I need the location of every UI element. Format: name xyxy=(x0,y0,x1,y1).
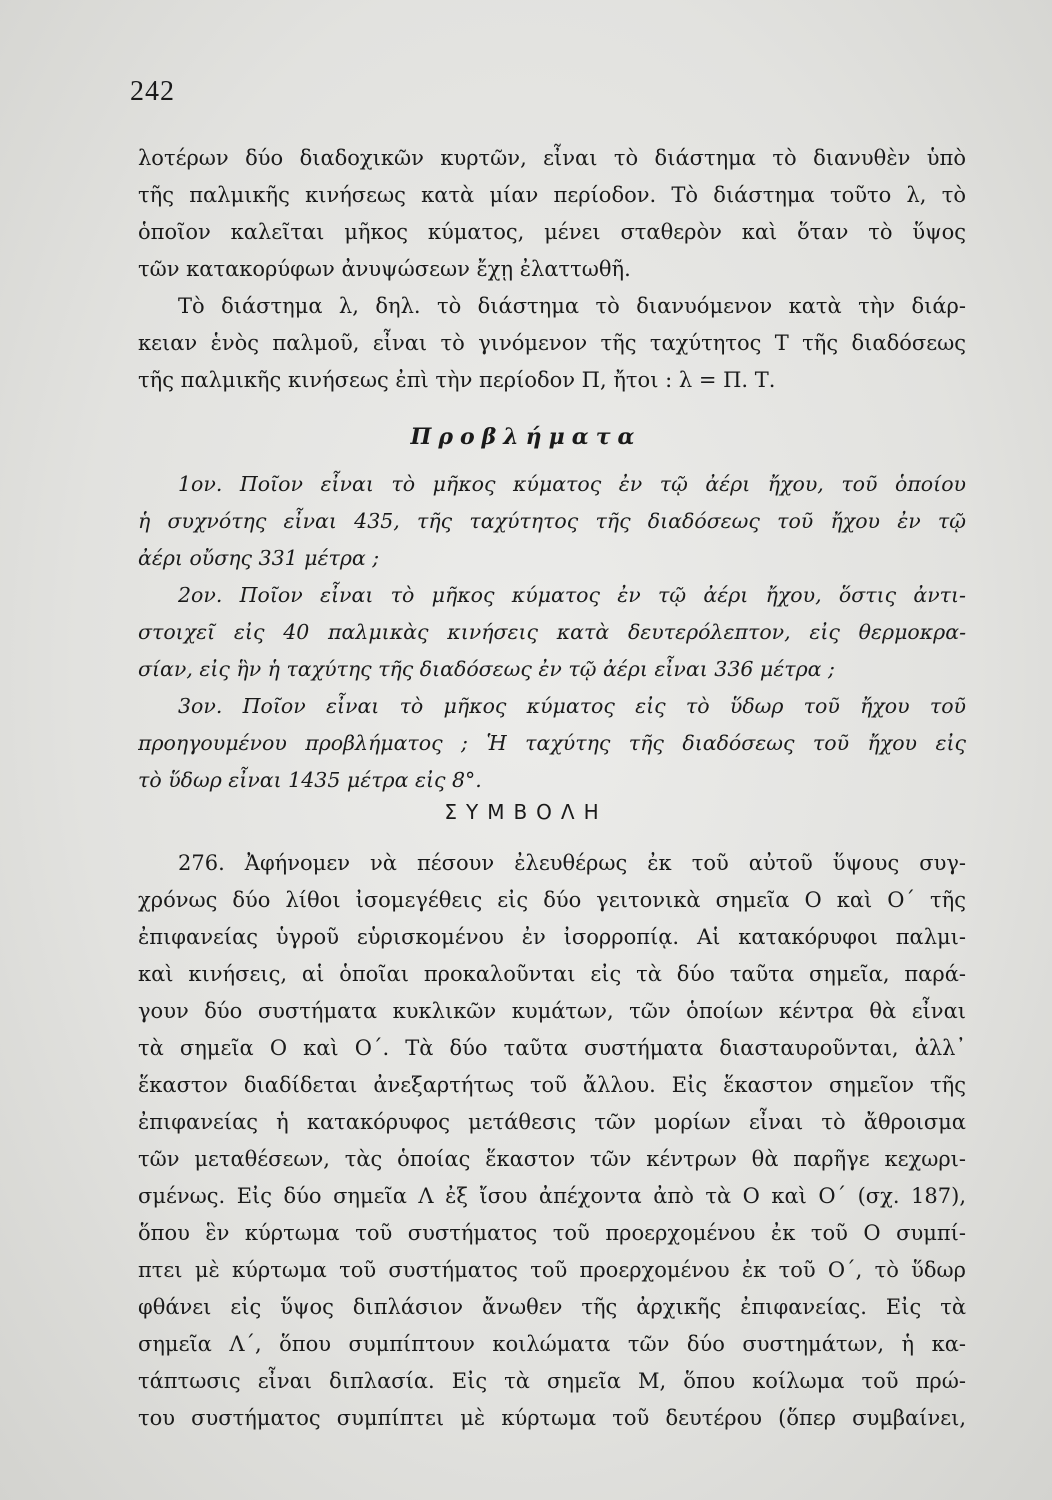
section-heading: ΣΥΜΒΟΛΗ xyxy=(444,800,608,824)
problem-line: 3ον. Ποῖον εἶναι τὸ μῆκος κύματος εἰς τὸ ὕδωρ τοῦ ἤχου τοῦ xyxy=(178,694,966,718)
section-line: χρόνως δύο λίθοι ἰσομεγέθεις εἰς δύο γειτονικὰ σημεῖα Ο καὶ Ο΄ τῆς xyxy=(138,888,966,912)
section-line: πτει μὲ κύρτωμα τοῦ συστήματος τοῦ προερχομένου ἐκ τοῦ Ο΄, τὸ ὕδωρ xyxy=(138,1258,966,1282)
section-line: τάπτωσις εἶναι διπλασία. Εἰς τὰ σημεῖα Μ, ὅπου κοίλωμα τοῦ πρώ- xyxy=(138,1369,966,1393)
intro-paragraphs xyxy=(138,140,966,399)
section-line: ἐπιφανείας ἡ κατακόρυφος μετάθεσις τῶν μορίων εἶναι τὸ ἄθροισμα xyxy=(138,1110,966,1134)
intro-line: τῆς παλμικῆς κινήσεως ἐπὶ τὴν περίοδον Π, ἤτοι : λ = Π. Τ. xyxy=(138,368,776,392)
problem-line: 1ον. Ποῖον εἶναι τὸ μῆκος κύματος ἐν τῷ ἀέρι ἤχου, τοῦ ὁποίου xyxy=(178,472,966,496)
problem-line: 2ον. Ποῖον εἶναι τὸ μῆκος κύματος ἐν τῷ ἀέρι ἤχου, ὅστις ἀντι- xyxy=(178,583,966,607)
intro-line: κειαν ἑνὸς παλμοῦ, εἶναι τὸ γινόμενον τῆς ταχύτητος Τ τῆς διαδόσεως xyxy=(138,331,966,355)
section-line: σημεῖα Λ΄, ὅπου συμπίπτουν κοιλώματα τῶν δύο συστημάτων, ἡ κα- xyxy=(138,1332,966,1356)
problem-line: ἡ συχνότης εἶναι 435, τῆς ταχύτητος τῆς διαδόσεως τοῦ ἤχου ἐν τῷ xyxy=(138,509,966,533)
section-line: καὶ κινήσεις, αἱ ὁποῖαι προκαλοῦνται εἰς τὰ δύο ταῦτα σημεῖα, παρά- xyxy=(138,962,966,986)
section-line: τὰ σημεῖα Ο καὶ Ο΄. Τὰ δύο ταῦτα συστήματα διασταυροῦνται, ἀλλ᾽ xyxy=(138,1036,966,1060)
problem-line: τὸ ὕδωρ εἶναι 1435 μέτρα εἰς 8°. xyxy=(138,768,482,792)
problem-line: στοιχεῖ εἰς 40 παλμικὰς κινήσεις κατὰ δευτερόλεπτον, εἰς θερμοκρα- xyxy=(138,620,966,644)
problem-line: σίαν, εἰς ἣν ἡ ταχύτης τῆς διαδόσεως ἐν τῷ ἀέρι εἶναι 336 μέτρα ; xyxy=(138,657,835,681)
problems-heading: Προβλήματα xyxy=(410,424,642,450)
section-line: του συστήματος συμπίπτει μὲ κύρτωμα τοῦ δευτέρου (ὅπερ συμβαίνει, xyxy=(138,1406,966,1430)
section-line: ἕκαστον διαδίδεται ἀνεξαρτήτως τοῦ ἄλλου. Εἰς ἕκαστον σημεῖον τῆς xyxy=(138,1073,966,1097)
intro-line: Τὸ διάστημα λ, δηλ. τὸ διάστημα τὸ διανυόμενον κατὰ τὴν διάρ- xyxy=(178,294,966,318)
section-line: 276. Ἀφήνομεν νὰ πέσουν ἐλευθέρως ἐκ τοῦ αὐτοῦ ὕψους συγ- xyxy=(178,851,966,875)
intro-line: λοτέρων δύο διαδοχικῶν κυρτῶν, εἶναι τὸ διάστημα τὸ διανυθὲν ὑπὸ xyxy=(138,146,966,170)
intro-line: τῶν κατακορύφων ἀνυψώσεων ἔχῃ ἐλαττωθῆ. xyxy=(138,257,631,281)
problem-line: ἀέρι οὔσης 331 μέτρα ; xyxy=(138,546,380,570)
section-line: φθάνει εἰς ὕψος διπλάσιον ἄνωθεν τῆς ἀρχικῆς ἐπιφανείας. Εἰς τὰ xyxy=(138,1295,966,1319)
section-line: ἐπιφανείας ὑγροῦ εὑρισκομένου ἐν ἰσορροπίᾳ. Αἱ κατακόρυφοι παλμι- xyxy=(138,925,966,949)
section-line: ὅπου ἓν κύρτωμα τοῦ συστήματος τοῦ προερχομένου ἐκ τοῦ Ο συμπί- xyxy=(138,1221,966,1245)
section-line: τῶν μεταθέσεων, τὰς ὁποίας ἕκαστον τῶν κέντρων θὰ παρῆγε κεχωρι- xyxy=(138,1147,966,1171)
section-line: γουν δύο συστήματα κυκλικῶν κυμάτων, τῶν ὁποίων κέντρα θὰ εἶναι xyxy=(138,999,966,1023)
intro-line: τῆς παλμικῆς κινήσεως κατὰ μίαν περίοδον. Τὸ διάστημα τοῦτο λ, τὸ xyxy=(138,183,966,207)
intro-line: ὁποῖον καλεῖται μῆκος κύματος, μένει σταθερὸν καὶ ὅταν τὸ ὕψος xyxy=(138,220,966,244)
section-paragraph xyxy=(138,845,966,1437)
page-number: 242 xyxy=(130,76,175,107)
section-line: σμένως. Εἰς δύο σημεῖα Λ ἐξ ἴσου ἀπέχοντα ἀπὸ τὰ Ο καὶ Ο΄ (σχ. 187), xyxy=(138,1184,966,1208)
problems-list xyxy=(138,466,966,799)
problem-line: προηγουμένου προβλήματος ; Ἡ ταχύτης τῆς διαδόσεως τοῦ ἤχου εἰς xyxy=(138,731,966,755)
